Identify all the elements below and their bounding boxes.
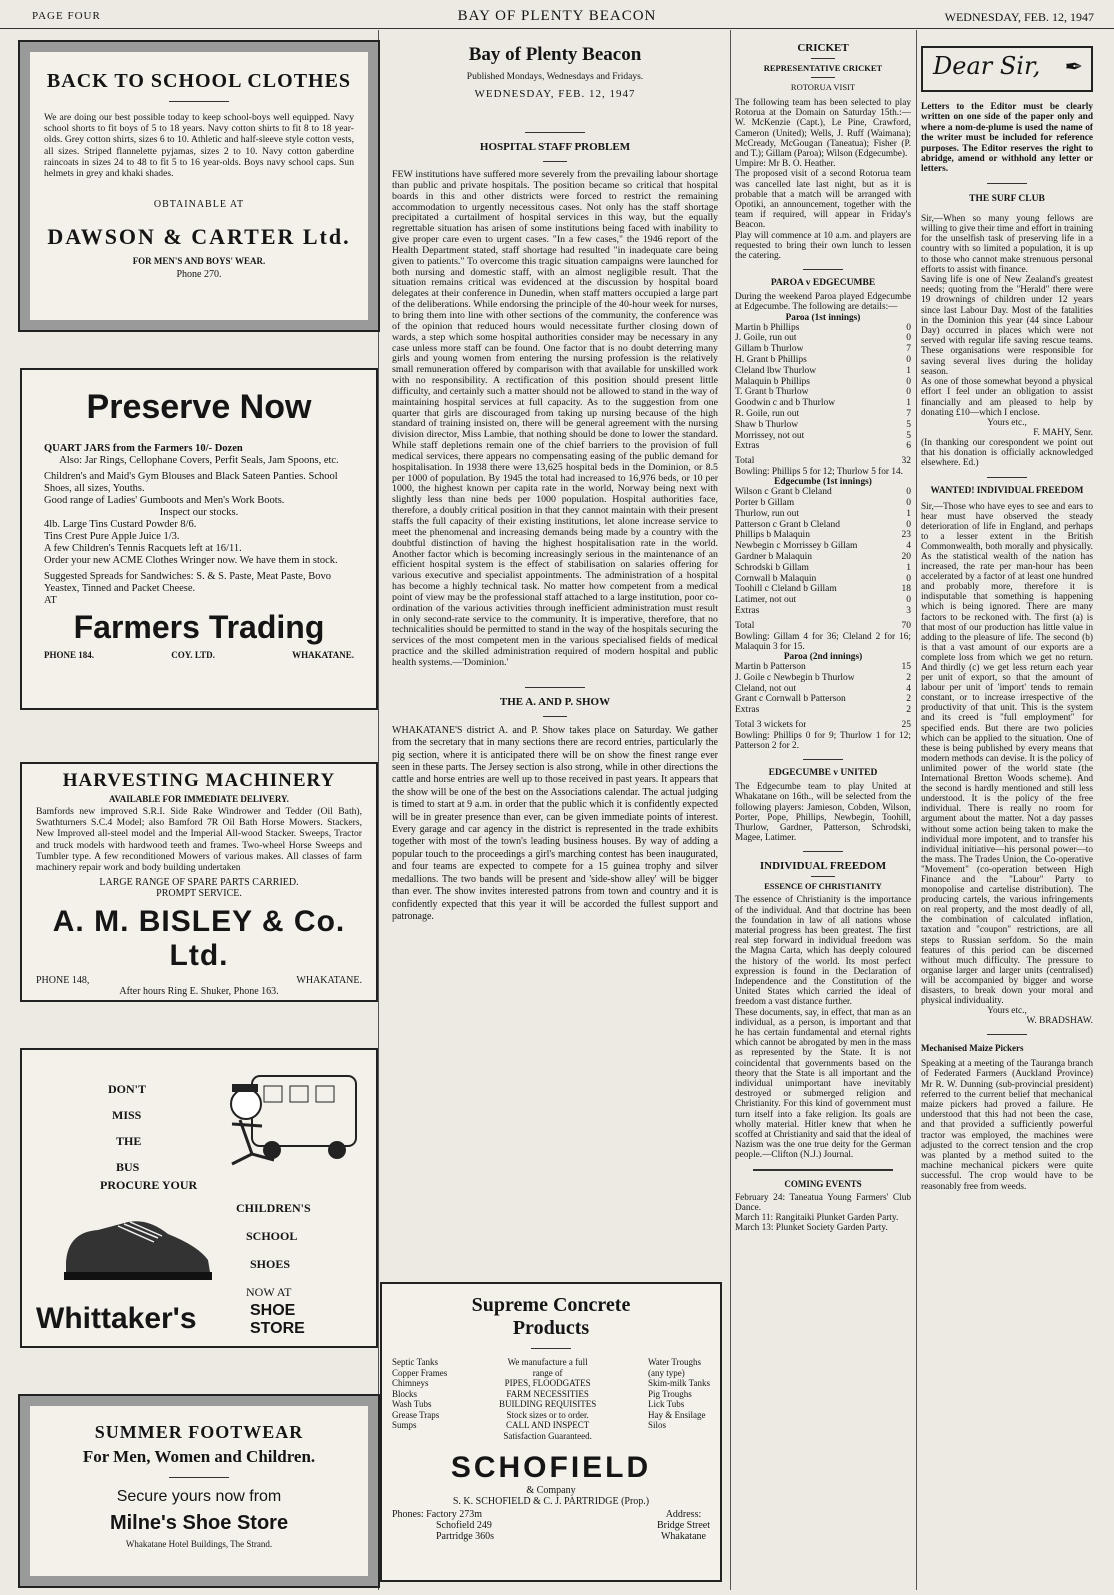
ad-title: SUMMER FOOTWEAR [94, 1422, 304, 1442]
editor-note: (In thanking our corespondent we point out that his donation is officially acknowledged elsewhere. Ed.) [921, 437, 1093, 469]
batsman: Grant c Cornwall b Patterson [735, 694, 846, 705]
total-label: Total [735, 620, 755, 631]
batsman: Schrodski b Gillam [735, 562, 809, 573]
logo-text: Dear Sir, [933, 52, 1041, 80]
ad-line: Children's and Maid's Gym Blouses and Black Sateen Panties. School Shoes, all sizes, Youths. [44, 471, 338, 494]
section-subheading: ROTORUA VISIT [790, 82, 856, 92]
product-item: Water Troughs [648, 1357, 702, 1367]
batsman: Thurlow, run out [735, 508, 800, 519]
column-divider [730, 30, 731, 1590]
runs: 18 [901, 584, 911, 595]
ad-phone: PHONE 184. [44, 650, 95, 660]
product-item: We manufacture a full [507, 1357, 588, 1367]
score-row [735, 520, 911, 531]
runs: 0 [906, 595, 911, 606]
runs: 7 [906, 344, 911, 355]
ad-firm: SCHOFIELD [450, 1451, 652, 1484]
score-row [735, 694, 911, 705]
score-row [735, 377, 911, 388]
runs: 23 [901, 530, 911, 541]
score-row [735, 662, 911, 673]
article-body: These documents, say, in effect, that man as an individual, as a person, is important and that he has certain fundamental and eternal rights which cannot be abrogated by men in the mass as represented by the State. It is not coincidental that governments based on the theory that the State is all important and the individual unimportant have inevitably destroyed or submerged religion and Christianity. For this kind of government must turn itself into a fake religion. Its goals are wholly material. Hitler knew that when he scoffed at Christianity and said that the ideal of Nazism was the one true deity for the German people.—Clifton (N.J.) Journal. [735, 1007, 911, 1161]
product-item: PIPES, FLOODGATES [504, 1378, 591, 1388]
batsman: Wilson c Grant b Cleland [735, 487, 832, 498]
event-item: February 24: Taneatua Young Farmers' Club Dance. [735, 1192, 911, 1213]
article-heading: THE A. AND P. SHOW [499, 695, 611, 708]
section-heading: Mechanised Maize Pickers [921, 1043, 1024, 1054]
ad-spare: LARGE RANGE OF SPARE PARTS CARRIED. [99, 877, 299, 889]
product-list-right [648, 1357, 710, 1441]
ad-firm: Whittaker's [36, 1302, 197, 1335]
runs: 20 [901, 552, 911, 562]
letter-signature: W. BRADSHAW. [1026, 1016, 1093, 1027]
ad-word: CHILDREN'S [236, 1201, 311, 1215]
article-body: The proposed visit of a second Rotorua team was cancelled late last night, but as it is probable that a match will be arranged with Opotiki, an announcement, together with the team if required, will appear in Friday's Beacon. [735, 169, 911, 231]
runs: 1 [906, 398, 911, 409]
article-body: The essence of Christianity is the importance of the individual. And that doctrine has been the foundation in law of all nations whose material progress has been greatest. The first real step forward in individual freedom was the Magna Carta, which has deeply coloured the history of the world. Its most perfect expression is found in the Declaration of Independence and the Constitution of the United States which carried the ideal of freedom a vast distance further. [735, 895, 911, 1008]
section-heading: CRICKET [797, 42, 849, 54]
column-divider [916, 30, 917, 1590]
letters-logo [921, 46, 1093, 92]
ad-props: S. K. SCHOFIELD & C. J. PARTRIDGE (Prop.) [452, 1496, 650, 1507]
ad-obtain: OBTAINABLE AT [153, 199, 245, 211]
runs: 0 [906, 487, 911, 498]
product-item: Chimneys [392, 1378, 429, 1388]
ad-line: QUART JARS from the Farmers 10/- Dozen [44, 443, 243, 454]
ad-address: Address: [665, 1509, 702, 1520]
runs: 0 [906, 573, 911, 584]
ad-title: Preserve Now [86, 388, 312, 426]
quill-icon: ✒ [1064, 54, 1083, 79]
ad-line: Also: Jar Rings, Cellophane Covers, Perfit Seals, Jam Spoons, etc. [59, 455, 339, 466]
ad-word: THE [116, 1134, 142, 1148]
total-value: 70 [901, 620, 911, 631]
ad-title: BACK TO SCHOOL CLOTHES [46, 70, 352, 92]
batsman: T. Grant b Thurlow [735, 387, 809, 398]
product-list-left [392, 1357, 447, 1441]
letter-body: As one of those somewhat beyond a physical effort I feel under an obligation to assist financially and am pleased to help by donating £10—which I enclose. [921, 377, 1093, 418]
batsman: Martin b Patterson [735, 661, 806, 672]
section-heading: INDIVIDUAL FREEDOM [759, 860, 887, 873]
letter-signoff: Yours etc., [987, 1006, 1027, 1017]
runs: 2 [906, 705, 911, 716]
ad-bisley [20, 762, 378, 1002]
article-body: Speaking at a meeting of the Tauranga branch of Federated Farmers (Auckland Province) Mr R. W. Dunning (sub-provincial president) referred to the current belief that mechanical maize pickers had proved a failure. He understood that this had not been the case, and that provided a sufficiently powerful tractor was employed, the machines were adjusted to the correct tension and the crop was planted by a method suited to the machine mechanical pickers were quite successful. The crop would have to be reasonably free from weeds. [921, 1059, 1093, 1192]
ad-town: WHAKATANE. [292, 650, 354, 660]
innings-heading: Paroa (1st innings) [785, 312, 861, 323]
section-heading: THE SURF CLUB [969, 193, 1045, 204]
ad-schofield [380, 1282, 722, 1582]
runs: 6 [906, 441, 911, 452]
score-row [735, 498, 911, 509]
batsman: Cleland lbw Thurlow [735, 365, 817, 376]
event-item: March 11: Rangitaiki Plunket Garden Party. [735, 1213, 899, 1224]
runs: 0 [906, 333, 911, 344]
ad-line: AT [44, 595, 57, 606]
section-heading: EDGECUMBE v UNITED [768, 768, 878, 779]
ad-subtitle: AVAILABLE FOR IMMEDIATE DELIVERY. [109, 794, 289, 804]
runs: 0 [906, 387, 911, 398]
runs: 0 [906, 355, 911, 366]
article-body: WHAKATANE'S district A. and P. Show takes place on Saturday. We gather from the secretary that in many sections there are record entries, particularly the pig section, where it is anticipated there will be on show the finest range ever seen in these parts. The Jersey section is also strong, while in other directions the cattle and horse entries are well up to those received in past years. It appears that the show will be one of the best on the Associations calendar. The actual judging is timed to start at 9 a.m. in order that the public which it is confidently expected will be in greater presence than ever, can be given immediate points of interest. Every garage and car agency in the district is represented in the trade exhibits together with most of the town's leading business houses. By way of adding a popular touch to the proceedings a girl's marching contest has been inaugurated, and four teams are expected to compete for a 15 guinea trophy and silver medallions. The two bands will be present and 'side-show alley' will be bigger than ever. The show invites interested patrons from town and country and it is confidently expected that this year it will be accorded the fullest support and patronage. [392, 724, 718, 922]
ad-address: Whakatane Hotel Buildings, The Strand. [125, 1539, 273, 1549]
ad-word: BUS [116, 1160, 140, 1174]
score-row [735, 541, 911, 552]
product-list-mid [499, 1357, 596, 1441]
letter-signoff: Yours etc., [987, 417, 1027, 428]
page-number: PAGE FOUR [32, 10, 101, 22]
score-row [735, 705, 911, 716]
score-row [735, 509, 911, 520]
batsman: Patterson c Grant b Cleland [735, 519, 841, 530]
ad-town: WHAKATANE. [296, 975, 362, 987]
runs: 4 [906, 541, 911, 552]
batsman: Goodwin c and b Thurlow [735, 398, 836, 409]
ad-firm: Farmers Trading [73, 609, 325, 645]
innings-heading: Edgecumbe (1st innings) [774, 477, 872, 488]
batsman: Morrissey, not out [735, 430, 805, 441]
total-value: 32 [901, 456, 911, 467]
batsman: R. Goile, run out [735, 409, 800, 420]
scorecard [735, 662, 911, 716]
product-item: Lick Tubs [648, 1399, 685, 1409]
ad-phone: PHONE 148, [36, 975, 90, 987]
score-row [735, 552, 911, 563]
runs: 0 [906, 322, 911, 333]
product-item: CALL AND INSPECT [506, 1420, 590, 1430]
ad-body: Bamfords new improved S.R.I. Side Rake Windrower and Tedder (Oil Bath), Swathturners S.C.4 Model; also Bamford 7R Oil Bath Horse Mowers. Stackers, New Improved all-steel model and the Imperial All-wood Stacker. Sweeps, Tractor and truck models with hardwood teeth and frames. Two-wheel Horse Sweeps and Tumbler type. A few reconditioned Mowers of various makes. All classes of farm machinery repair work and body building undertaken [36, 806, 362, 874]
ad-title: HARVESTING MACHINERY [62, 770, 336, 791]
product-item: Grease Traps [392, 1409, 440, 1420]
letter-body: Saving life is one of New Zealand's greatest needs; quoting from the "Herald" there were 19 drownings of children under 12 years since last Labour Day. Most of the fatalities in the Dominion this year (44 since Labour Day) occurred in places which were not served with regular life saving rescue teams. These organisations were responsible for saving several lives during the holiday season. [921, 275, 1093, 377]
product-item: Sumps [392, 1420, 417, 1430]
letter-body: Sir,—When so many young fellows are willing to give their time and effort in training for the unselfish task of preserving life in a country with so limited a population, it is up to those who cannot make strenuous personal efforts to assist with finance. [921, 213, 1093, 275]
page-header [0, 0, 1114, 29]
article-heading: HOSPITAL STAFF PROBLEM [479, 141, 631, 153]
score-row [735, 584, 911, 595]
ad-line: Order your new ACME Clothes Wringer now. We have them in stock. [44, 555, 338, 566]
ad-milnes [20, 1396, 378, 1586]
article-body: The Edgecumbe team to play United at Whakatane on 16th., will be selected from the following players: Jamieson, Cobden, Wilson, Porter, Pope, Phillips, Newbegin, Toohill, Thurlow, Gardner, Patterson, Schrodski, Magee, Latimer. [735, 782, 911, 844]
batsman: Phillips b Malaquin [735, 530, 810, 541]
batsman: Extras [735, 605, 760, 616]
scorecard [735, 323, 911, 453]
score-row [735, 398, 911, 409]
ad-subtitle: For Men, Women and Children. [82, 1447, 316, 1466]
article-body: Play will commence at 10 a.m. and players are requested to bring their own lunch to lessen the catering. [735, 230, 911, 262]
ad-line: A few Children's Tennis Racquets left at 16/11. [44, 543, 242, 554]
score-row [735, 673, 911, 684]
product-item: range of [532, 1367, 563, 1378]
section-heading: COMING EVENTS [784, 1178, 862, 1189]
batsman: J. Goile c Newbegin b Thurlow [735, 672, 855, 683]
ad-subtitle: FOR MEN'S AND BOYS' WEAR. [132, 256, 266, 267]
ad-firm: A. M. BISLEY & Co. Ltd. [52, 905, 346, 973]
ad-co: & Company [526, 1485, 576, 1496]
score-row [735, 420, 911, 431]
letter-body: Sir,—Those who have eyes to see and ears to hear must have observed the steady deterioration of life in England, and perhaps to a lesser extent in the British Commonwealth, both morally and physically. As the statistical wealth of the nation has increased, the rate per man-hour has been accelerated by a factor of at least one hundred and probably more, therefore it is indisputable that something is happening which is being ignored. There are many factors to be reckoned with. The first (a) is that most of our production has little value in adding to the pleasure of life. The second (b) is that a vast amount of our exports are a complete loss from which we get no return. And thirdly (c) we get less return each year per unit of export, so that the amount of labour per unit of 'import' tends to remain constant, or to increase irrespective of the productivity of that unit. This is the system and its creed is "full employment" for specified ends. But there are two policies which can be applied to the situation. One of these is being published by every means that modern methods can devise. It is the policy of unlimited power of the world state (the International Bretton Woods scheme). And the second is hardly mentioned and still less understood. It is the policy of the free individual. There is really no room for argument about the matter. Not a day passes without some action being taken to make the individual more impotent, and to transfer his individual initiative—his personal power—to the mass. The Trades Union, the Co-operative "Movement" (co-operation between High Finance and the "Labour" Party to monopolise and cartelise distribution). The producing cartels, the various infringements on real property, and the most deadly of all, the combination of calculated inflation, taxation and "coupon" restrictions, are all steps to Russian serfdom. So the main features of this period can be discerned without much difficulty. The pressure to organise larger and larger units (centralised) will be accompanied by bigger and worse disasters, to break down your moral and physical individuality. [921, 501, 1093, 1007]
score-row [735, 323, 911, 334]
shoe-icon [58, 1202, 218, 1292]
section-subheading: REPRESENTATIVE CRICKET [763, 63, 883, 73]
ad-word: SHOES [250, 1257, 291, 1271]
runs: 4 [906, 683, 911, 694]
batsman: Cornwall b Malaquin [735, 573, 817, 584]
score-row [735, 606, 911, 617]
score-row [735, 344, 911, 355]
score-row [735, 355, 911, 366]
score-row [735, 684, 911, 695]
cricket-column [735, 34, 911, 1590]
ad-phone: Partridge 360s [436, 1531, 495, 1542]
innings-heading: Paroa (2nd innings) [783, 651, 863, 662]
ad-body: We are doing our best possible today to keep school-boys well equipped. Navy school shorts to fit boys of 5 to 18 years. Navy cotton shirts to fit 8 to 18 year-olds. Grey cotton shirts, sizes 6 to 10. Athletic and half-sleeve style cotton vests, all sizes. Striped flannelette pyjamas, sizes 2 to 10. Navy cotton gaberdine raincoats in sizes 24 to 48 to fit 5 to 16 year-olds. Boys navy school caps. Sun helmets in grey and khaki shades. [44, 112, 354, 180]
batsman: H. Grant b Phillips [735, 355, 807, 366]
score-row [735, 333, 911, 344]
runs: 5 [906, 430, 911, 441]
product-item: Blocks [392, 1388, 418, 1399]
ad-firm: Milne's Shoe Store [109, 1512, 289, 1534]
ad-word: NOW AT [246, 1285, 292, 1299]
product-item: Copper Frames [392, 1367, 448, 1378]
ad-address: Bridge Street [656, 1520, 710, 1531]
ad-word: STORE [250, 1320, 305, 1337]
batsman: Toohill c Cleland b Gillam [735, 584, 837, 595]
ad-phone: Phone 270. [176, 269, 222, 281]
runs: 3 [906, 605, 911, 616]
ad-line: 4lb. Large Tins Custard Powder 8/6. [44, 519, 197, 530]
total-label: Total [735, 456, 755, 467]
ad-after-hours: After hours Ring E. Shuker, Phone 163. [119, 986, 279, 998]
batsman: Cleland, not out [735, 683, 796, 694]
batsman: Porter b Gillam [735, 498, 795, 509]
batsman: Shaw b Thurlow [735, 419, 799, 430]
runs: 0 [906, 519, 911, 530]
product-item: Wash Tubs [392, 1399, 432, 1409]
product-item: FARM NECESSITIES [506, 1388, 589, 1399]
runs: 0 [906, 376, 911, 387]
ad-line: Suggested Spreads for Sandwiches: S. & S. Paste, Meat Paste, Bovo Yeastex, Tinned and Packet Cheese. [44, 571, 331, 594]
total-label: Total 3 wickets for [735, 719, 807, 730]
bus-boy-illustration [212, 1064, 362, 1174]
bowling-figures: Bowling: Gillam 4 for 36; Cleland 2 for 16; Malaquin 3 for 15. [735, 631, 911, 652]
ad-phone: Phones: Factory 273m [392, 1509, 482, 1520]
score-row [735, 431, 911, 442]
ad-procure: PROCURE YOUR [100, 1178, 198, 1192]
letter-signature: F. MAHY, Senr. [1033, 427, 1093, 438]
runs: 2 [906, 672, 911, 683]
batsman: Martin b Phillips [735, 322, 800, 333]
batsman: Extras [735, 705, 760, 716]
ad-word: MISS [112, 1108, 142, 1122]
score-row [735, 487, 911, 498]
masthead: Bay of Plenty Beacon [468, 44, 642, 65]
ad-word: SCHOOL [246, 1229, 298, 1243]
ad-title: Products [512, 1317, 590, 1339]
ad-word: SHOE [250, 1302, 296, 1319]
batsman: Latimer, not out [735, 595, 797, 606]
score-row [735, 366, 911, 377]
section-heading: WANTED! INDIVIDUAL FREEDOM [930, 485, 1084, 496]
product-item: Stock sizes or to order. [506, 1409, 589, 1420]
column-divider [378, 30, 379, 1590]
ad-farmers-trading [20, 368, 378, 710]
batsman: Gardner b Malaquin [735, 552, 813, 562]
batsman: Malaquin b Phillips [735, 376, 810, 387]
publication-note: Published Mondays, Wednesdays and Fridays. [466, 72, 644, 82]
runs: 1 [906, 562, 911, 573]
ad-line: Inspect our stocks. [159, 507, 239, 518]
batsman: Newbegin c Morrissey b Gillam [735, 541, 858, 552]
ad-back-to-school [20, 42, 378, 330]
product-item: Satisfaction Guaranteed. [503, 1430, 592, 1441]
score-row [735, 409, 911, 420]
product-item: Pig Troughs [648, 1388, 692, 1399]
ad-line: Tins Crest Pure Apple Juice 1/3. [44, 531, 180, 542]
article-body: Umpire: Mr B. O. Heather. [735, 159, 836, 170]
runs: 0 [906, 498, 911, 509]
runs: 5 [906, 419, 911, 430]
ad-title: Supreme Concrete [471, 1294, 631, 1316]
editorial-date: WEDNESDAY, FEB. 12, 1947 [474, 88, 636, 100]
bowling-figures: Bowling: Phillips 5 for 12; Thurlow 5 for 14. [735, 467, 903, 478]
ad-line: Good range of Ladies' Gumboots and Men's Work Boots. [44, 495, 285, 506]
article-body: The following team has been selected to play Rotorua at the Domain on Saturday 15th.:— W. McKenzie (Capt.), Le Pine, Crawford, Cameron (United); Wells, J. Ruff (Waimana); McCready, McGougan (Taneatua); Fisher (P. and T.); Gillam (Paroa); Wilson (Edgecumbe). [735, 98, 911, 160]
product-item: BUILDING REQUISITES [499, 1399, 597, 1409]
batsman: Extras [735, 441, 760, 452]
ad-whittakers [20, 1048, 378, 1348]
product-item: Skim-milk Tanks [648, 1378, 710, 1388]
total-value: 25 [901, 719, 911, 730]
bowling-figures: Bowling: Phillips 0 for 9; Thurlow 1 for 12; Patterson 2 for 2. [735, 730, 911, 751]
ad-address: Whakatane [660, 1531, 706, 1542]
ad-word: DON'T [108, 1082, 147, 1096]
runs: 7 [906, 409, 911, 420]
runs: 15 [901, 661, 911, 672]
ad-tagline: Secure yours now from [116, 1488, 282, 1505]
editorial-column [392, 34, 718, 1264]
score-row [735, 563, 911, 574]
score-row [735, 530, 911, 541]
product-item: (any type) [648, 1367, 685, 1378]
runs: 1 [906, 508, 911, 519]
batsman: J. Goile, run out [735, 333, 797, 344]
ad-phone: Schofield 249 [436, 1520, 492, 1531]
runs: 2 [906, 694, 911, 705]
score-row [735, 595, 911, 606]
scorecard [735, 487, 911, 617]
paper-name: BAY OF PLENTY BEACON [457, 8, 657, 24]
letters-rules: Letters to the Editor must be clearly written on one side of the paper only and where a nom-de-plume is used the name of the writer must be included for reference purposes. The Editor reserves the right to abridge, amend or withhold any letter or letters. [921, 102, 1093, 175]
score-row [735, 574, 911, 585]
ad-firm: DAWSON & CARTER Ltd. [47, 224, 351, 250]
ad-prompt: PROMPT SERVICE. [156, 888, 242, 900]
article-body: During the weekend Paroa played Edgecumbe at Edgecumbe. The following are details:— [735, 292, 911, 313]
runs: 1 [906, 365, 911, 376]
score-row [735, 441, 911, 452]
letters-column [921, 34, 1093, 1590]
section-heading: PAROA v EDGECUMBE [770, 278, 876, 289]
section-subheading: ESSENCE OF CHRISTIANITY [764, 881, 882, 892]
issue-date: WEDNESDAY, FEB. 12, 1947 [944, 10, 1094, 24]
ad-coy: COY. LTD. [171, 650, 215, 660]
article-body: FEW institutions have suffered more severely from the prevailing labour shortage than public and private hospitals. The position became so critical that hospital boards in this and other districts were forced to restrict the remaining accommodation to urgently necessitous cases. Not only has the staff shortage precipitated a curtailment of hospital services in this way, but the equally regrettable situation has arisen of some institutions being faced with inability to give proper care even to urgent cases. "In a few cases," the 1946 report of the Health Department stated, staff shortage had resulted "in inadequate care being given to patients." To overcome this tragic situation campaigns were launched for both nursing and domestic staff, with an almost negligible result. That the situation remains critical was evidenced at the discussion by hospital board delegates at their conference in Dunedin, when staff matters occupied a large part of the deliberations. While endorsing the principle of the 40-hour week for nurses, to bring them into line with other sections of the community, the conference was of the opinion that reduced hours would necessitate further closing down of wards, a step which some hospital authorities consider may be necessary in any case unless more staff can be found. One factor that is no doubt deterring many girls and young women from entering the nursing profession is the relatively small remuneration offered by comparison with that available for unskilled work with no responsibility. A rectification of this position should present little difficulty, and certainly such a matter should not be allowed to stand in the way of maintaining hospital services at full capacity. As to the suggestion from one quarter that girls are discouraged from taking up nursing because of the high standard of training insisted on, there will be general agreement with the nursing division director, Miss Lambie, that nothing should be done to lower the standard. While staff depletions remain one of the chief barriers to the provision of full medical services, there appears no compensating easing of the public demand for hospitalisation. In 1938 there were 13,625 hospital beds in the Dominion, or 8.5 per 1000 of population. By 1945 the total had increased to 16,976 beds, or 10 per 1000, the highest known per capita rate in the world, Norway being next with slightly less than nine beds per 1000 population. Hospital authorities face, therefore, a doubly critical position in that they cannot maintain with their present staffs the full capacity of their existing institutions, let alone increase service to meet the phenomenal and increasing demands being made by a country with the doubtful distinction of having the highest hospitalisation rate in the world. Another factor which is becoming increasingly serious in the maintenance of an efficient hospital system is the effect of stabilisation on salaries offering for various executive and specialist appointments. The administration of a hospital has become a highly technical task. No matter how competent from a medical point of view may be the professional staff attached to a large institution, poor co-ordination of the various activities through inefficient administration must result in only second-rate service to the community. It is imperative, therefore, that no technicalities should be permitted to stand in the way of the hospitals securing the services of the most competent men in the various specialised fields of medical practice and the skilled administration required of modern hospital and public health systems.—'Dominion.' [392, 169, 718, 668]
product-item: Septic Tanks [392, 1357, 438, 1367]
product-item: Silos [648, 1420, 667, 1430]
event-item: March 13: Plunket Society Garden Party. [735, 1223, 888, 1234]
score-row [735, 387, 911, 398]
batsman: Gillam b Thurlow [735, 344, 804, 355]
product-item: Hay & Ensilage [648, 1409, 706, 1420]
